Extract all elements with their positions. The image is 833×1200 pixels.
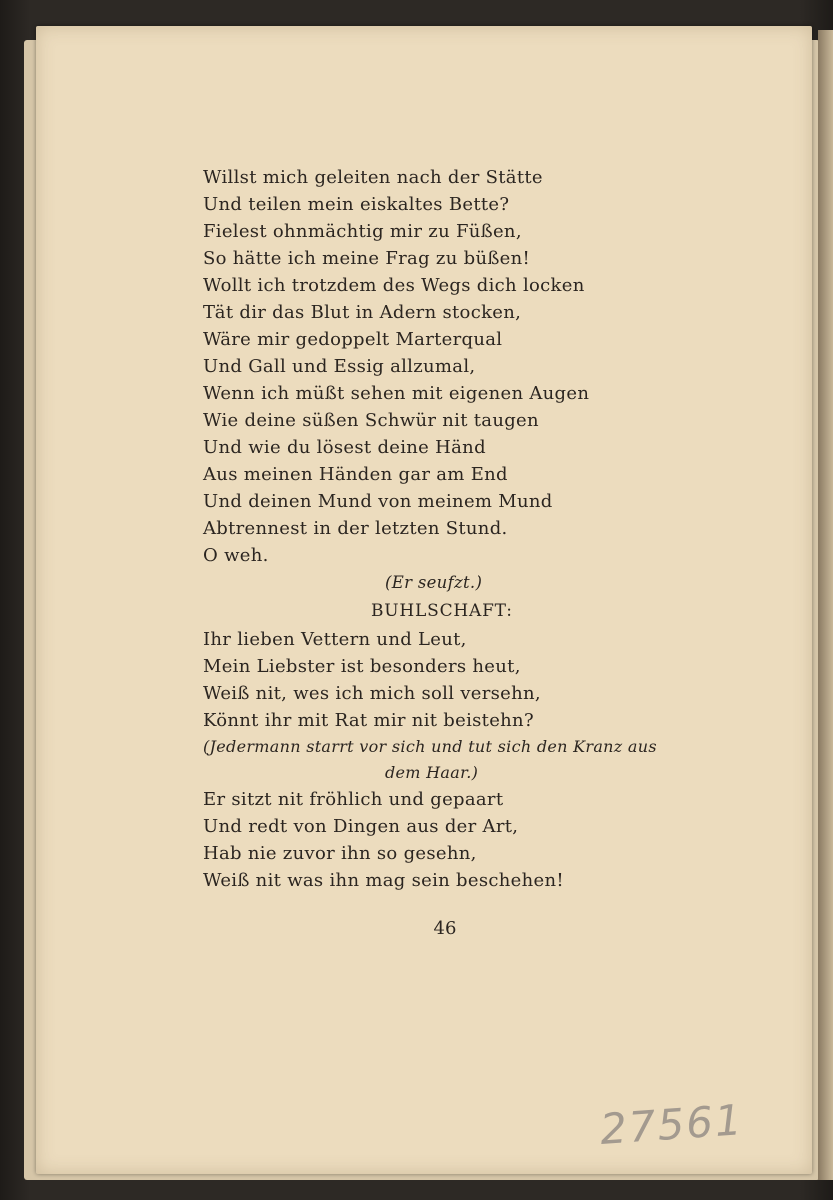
stage-direction: (Er seufzt.) [385, 573, 483, 592]
speaker-name: BUHLSCHAFT: [371, 601, 513, 621]
verse-line: Er sitzt nit fröhlich und gepaart [203, 789, 504, 810]
verse-line: O weh. [203, 545, 269, 566]
verse-line: Ihr lieben Vettern und Leut, [203, 629, 467, 650]
verse-line: Und redt von Dingen aus der Art, [203, 816, 519, 837]
verse-line: Willst mich geleiten nach der Stätte [203, 167, 543, 188]
verse-line: Abtrennest in der letzten Stund. [203, 518, 508, 539]
verse-line: Tät dir das Blut in Adern stocken, [203, 302, 522, 323]
stage-direction-continued: dem Haar.) [385, 763, 479, 782]
verse-line: Und teilen mein eiskaltes Bette? [203, 194, 510, 215]
verse-line: Wollt ich trotzdem des Wegs dich locken [203, 275, 585, 296]
verse-line: So hätte ich meine Frag zu büßen! [203, 248, 531, 269]
verse-line: Und wie du lösest deine Händ [203, 437, 486, 458]
page-number: 46 [433, 918, 457, 939]
verse-line: Weiß nit was ihn mag sein beschehen! [203, 870, 564, 891]
verse-line: Und Gall und Essig allzumal, [203, 356, 476, 377]
stage-direction: (Jedermann starrt vor sich und tut sich den Kranz aus [203, 737, 657, 756]
verse-line: Hab nie zuvor ihn so gesehn, [203, 843, 477, 864]
verse-line: Fielest ohnmächtig mir zu Füßen, [203, 221, 522, 242]
verse-line: Weiß nit, wes ich mich soll versehn, [203, 683, 541, 704]
verse-block [203, 164, 723, 894]
verse-line: Mein Liebster ist besonders heut, [203, 656, 521, 677]
pencil-inventory-number: 27561 [598, 1095, 746, 1154]
verse-line: Wenn ich müßt sehen mit eigenen Augen [203, 383, 590, 404]
verse-line: Wäre mir gedoppelt Marterqual [203, 329, 503, 350]
verse-line: Und deinen Mund von meinem Mund [203, 491, 553, 512]
next-page-edge [818, 30, 833, 1180]
verse-line: Wie deine süßen Schwür nit taugen [203, 410, 539, 431]
verse-line: Könnt ihr mit Rat mir nit beistehn? [203, 710, 534, 731]
verse-line: Aus meinen Händen gar am End [203, 464, 508, 485]
